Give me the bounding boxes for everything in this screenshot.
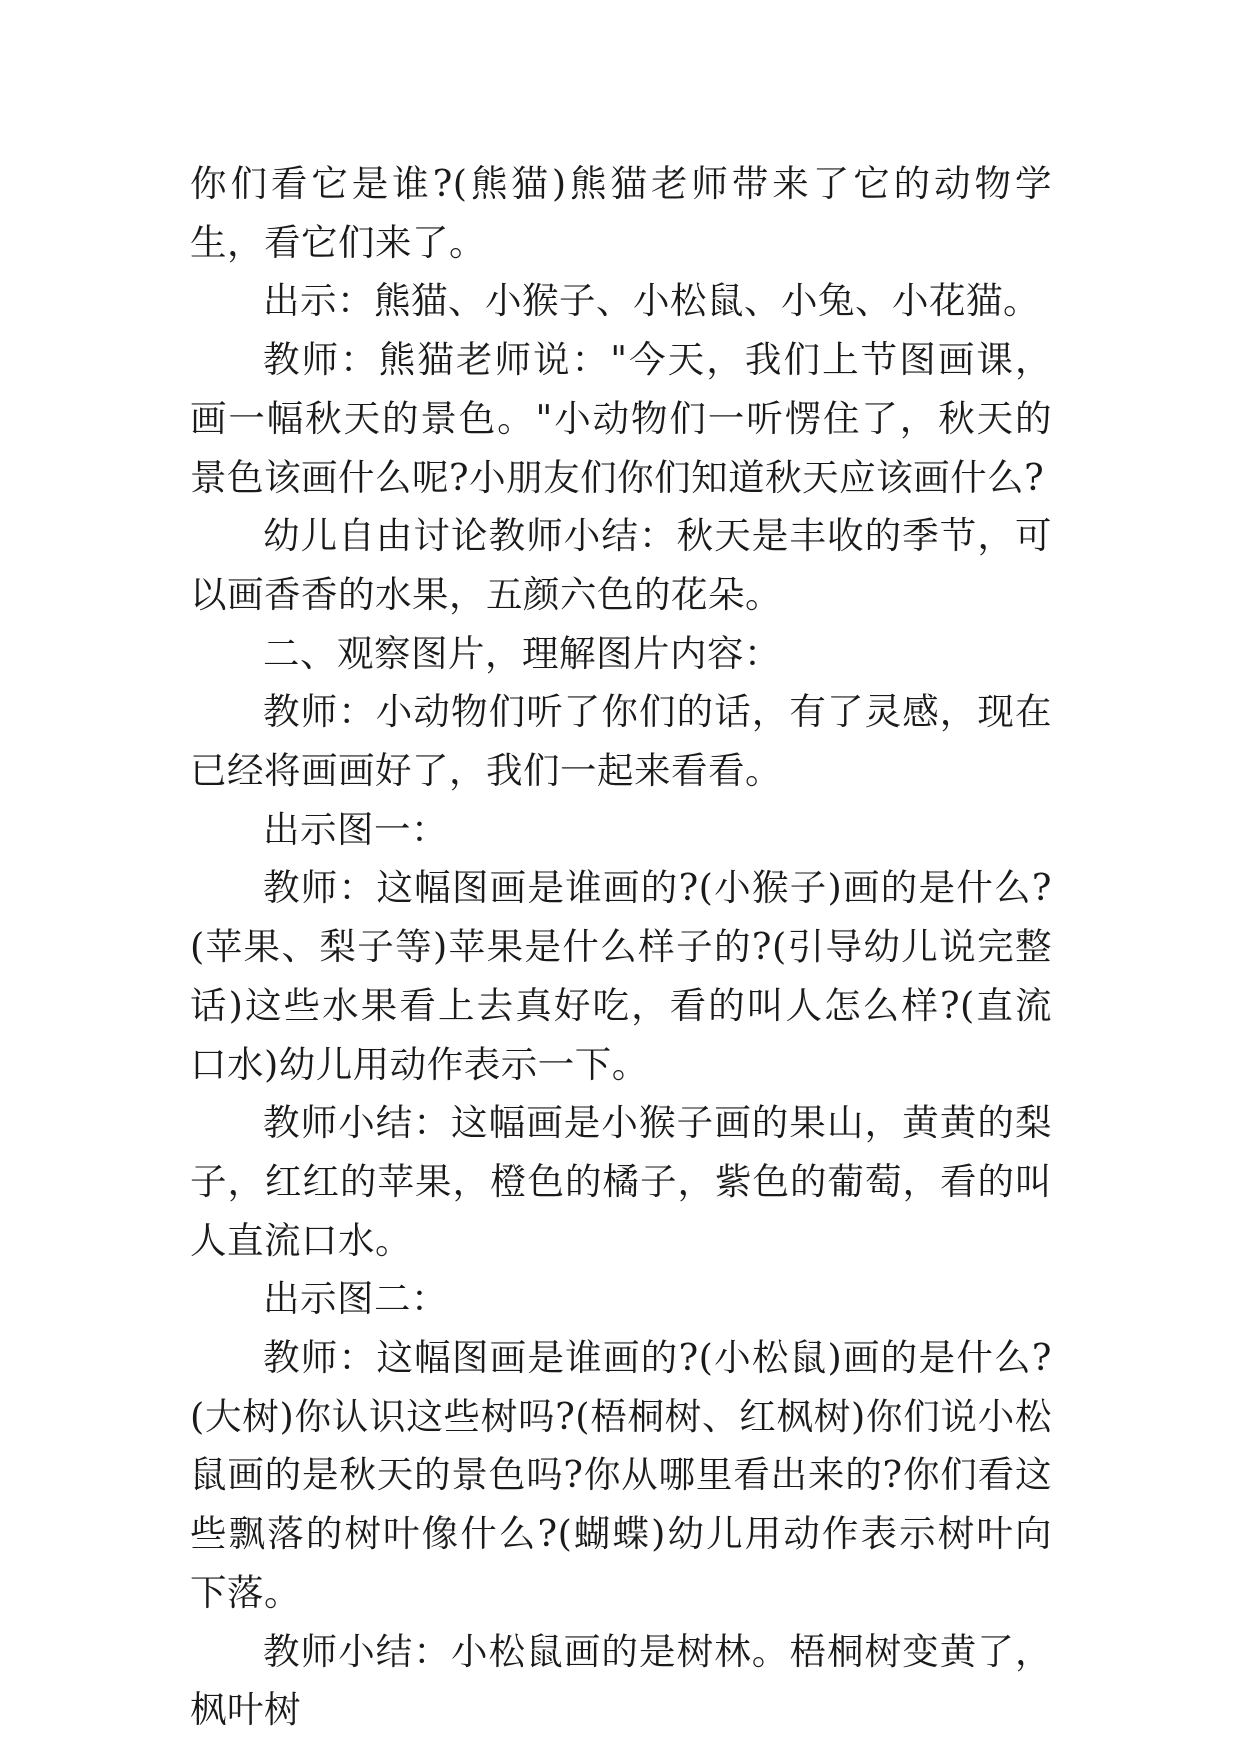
paragraph: 教师：熊猫老师说："今天，我们上节图画课，画一幅秋天的景色。"小动物们一听愣住了，秋天的景色该画什么呢?小朋友们你们知道秋天应该画什么? [190,338,1052,499]
paragraph: 教师：小动物们听了你们的话，有了灵感，现在已经将画画好了，我们一起来看看。 [190,690,1052,793]
section-heading: 二、观察图片，理解图片内容： [263,631,781,675]
paragraph: 你们看它是谁?(熊猫)熊猫老师带来了它的动物学生，看它们来了。 [190,162,1052,264]
paragraph: 教师：这幅图画是谁画的?(小猴子)画的是什么?(苹果、梨子等)苹果是什么样子的?(引导幼儿说完整话)这些水果看上去真好吃，看的叫人怎么样?(直流口水)幼儿用动作表示一下。 [190,866,1052,1086]
paragraph: 出示图一： [263,807,448,851]
paragraph: 出示：熊猫、小猴子、小松鼠、小兔、小花猫。 [263,279,1040,323]
paragraph: 出示图二： [263,1277,448,1321]
paragraph: 幼儿自由讨论教师小结：秋天是丰收的季节，可以画香香的水果，五颜六色的花朵。 [190,514,1052,616]
paragraph: 教师小结：小松鼠画的是树林。梧桐树变黄了，枫叶树 [190,1629,1052,1732]
paragraph: 教师小结：这幅画是小猴子画的果山，黄黄的梨子，红红的苹果，橙色的橘子，紫色的葡萄，看的叫人直流口水。 [190,1101,1052,1262]
document-body [190,155,1052,1740]
paragraph: 教师：这幅图画是谁画的?(小松鼠)画的是什么?(大树)你认识这些树吗?(梧桐树、红枫树)你们说小松鼠画的是秋天的景色吗?你从哪里看出来的?你们看这些飘落的树叶像什么?(蝴蝶)幼儿用动作表示树叶向下落。 [190,1336,1052,1614]
